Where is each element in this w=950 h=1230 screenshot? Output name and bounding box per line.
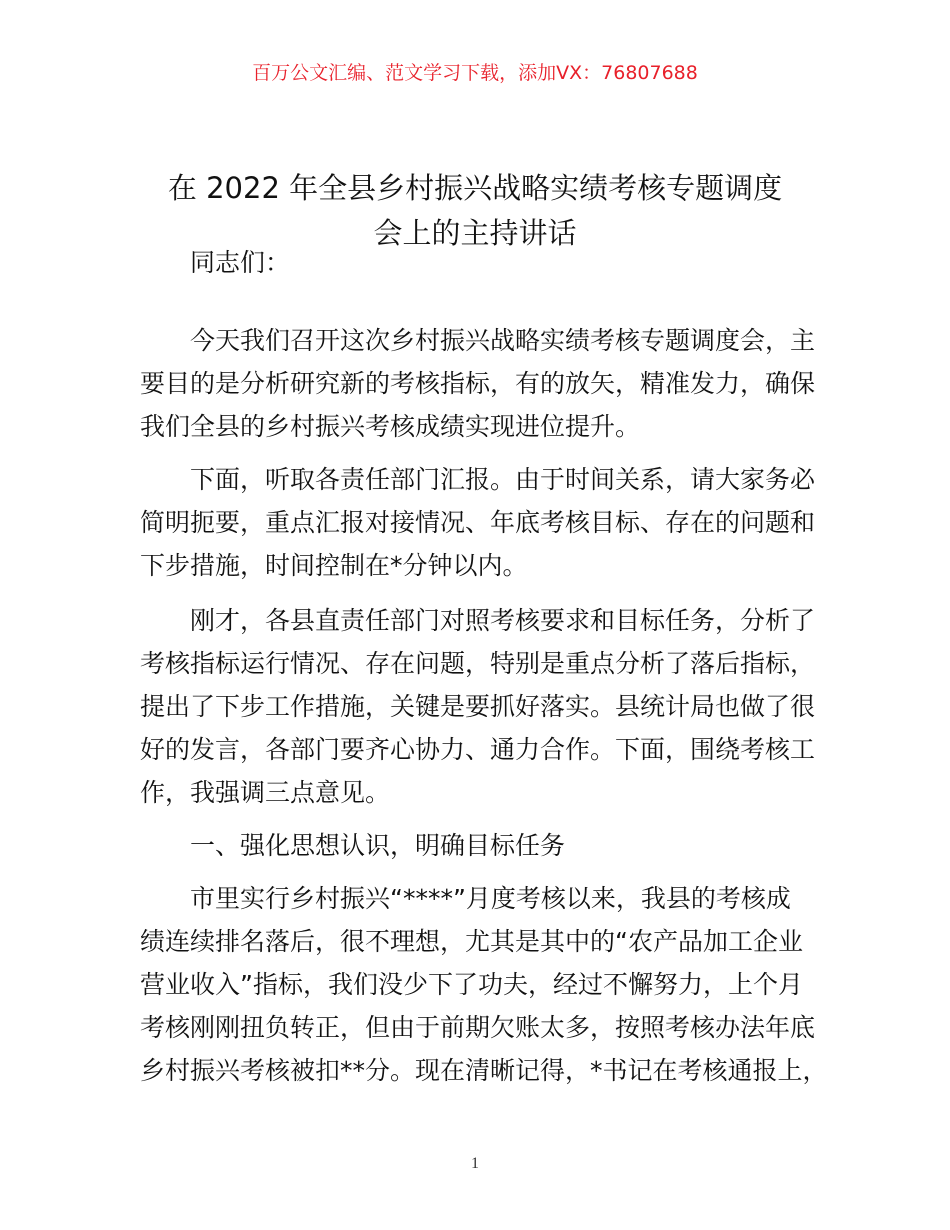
paragraph	[140, 877, 828, 1092]
text-line: 同志们：	[190, 248, 291, 277]
text-line: 绩连续排名落后，很不理想，尤其是其中的“农产品加工企业	[140, 927, 803, 956]
title-line: 会上的主持讲话	[373, 216, 577, 250]
section-heading	[140, 824, 820, 867]
text-line: 好的发言，各部门要齐心协力、通力合作。下面，围绕考核工	[140, 735, 816, 764]
text-line: 乡村振兴考核被扣**分。现在清晰记得，*书记在考核通报上，	[140, 1056, 828, 1085]
text-line: 要目的是分析研究新的考核指标，有的放矢，精准发力，确保	[140, 369, 816, 398]
text-line: 考核刚刚扭负转正，但由于前期欠账太多，按照考核办法年底	[140, 1013, 816, 1042]
paragraph	[140, 599, 820, 814]
text-line: 市里实行乡村振兴“****”月度考核以来，我县的考核成	[190, 884, 791, 913]
paragraph	[140, 241, 820, 284]
text-line: 简明扼要，重点汇报对接情况、年底考核目标、存在的问题和	[140, 508, 816, 537]
text-line: 今天我们召开这次乡村振兴战略实绩考核专题调度会，主	[190, 326, 816, 355]
text-line: 一、强化思想认识，明确目标任务	[190, 831, 566, 860]
paragraph	[140, 458, 820, 587]
text-line: 考核指标运行情况、存在问题，特别是重点分析了落后指标，	[140, 649, 816, 678]
text-line: 我们全县的乡村振兴考核成绩实现进位提升。	[140, 412, 641, 441]
paragraph	[140, 319, 820, 448]
title-line: 在 2022 年全县乡村振兴战略实绩考核专题调度	[167, 171, 783, 205]
text-line: 下面，听取各责任部门汇报。由于时间关系，请大家务必	[190, 465, 816, 494]
text-line: 提出了下步工作措施，关键是要抓好落实。县统计局也做了很	[140, 692, 816, 721]
text-line: 作，我强调三点意见。	[140, 778, 391, 807]
watermark-banner: 百万公文汇编、范文学习下载，添加VX：76807688	[252, 62, 698, 84]
page-number: 1	[471, 1155, 479, 1172]
text-line: 刚才，各县直责任部门对照考核要求和目标任务，分析了	[190, 606, 816, 635]
text-line: 下步措施，时间控制在*分钟以内。	[140, 551, 528, 580]
text-line: 营业收入”指标，我们没少下了功夫，经过不懈努力，上个月	[140, 970, 803, 999]
